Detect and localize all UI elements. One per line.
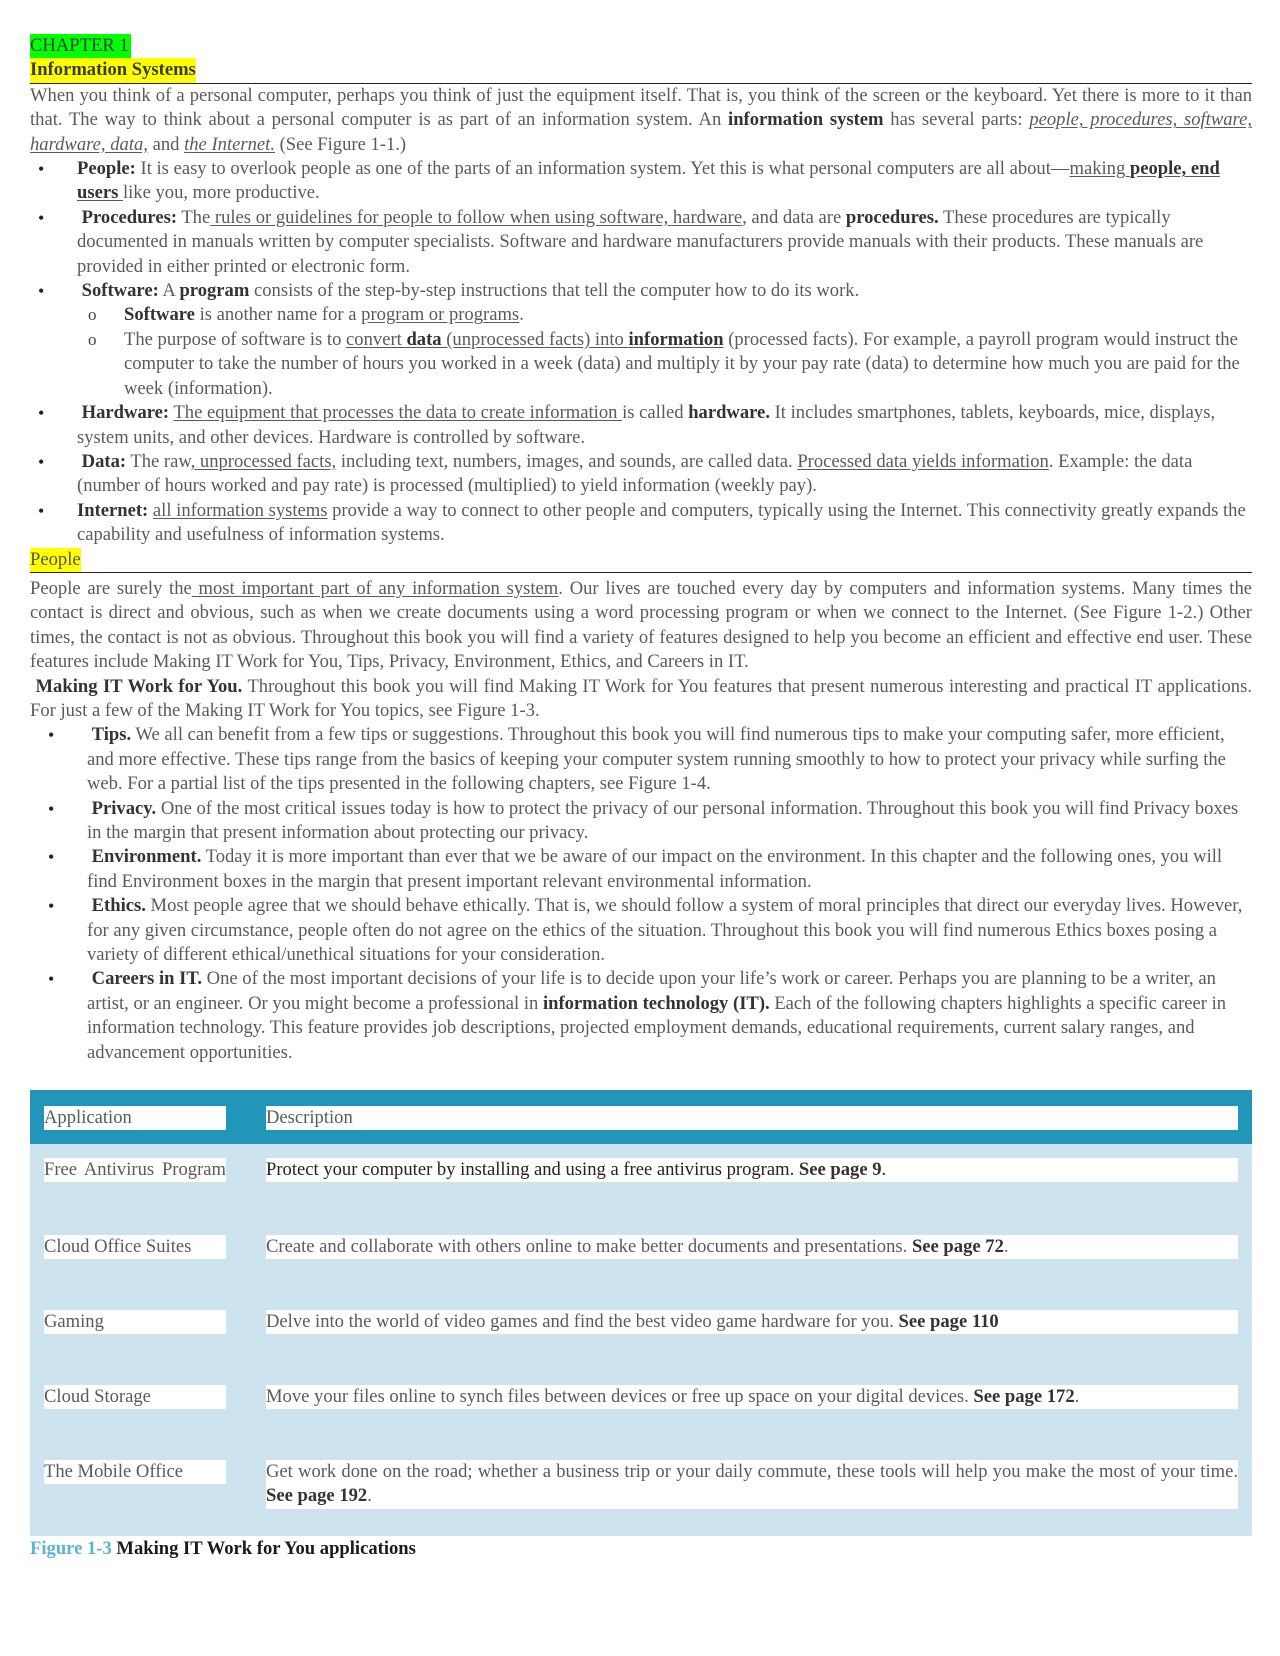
intro-paragraph: When you think of a personal computer, perhaps you think of just the equipment itself. That is, you think of the screen or the keyboard. Yet there is more to it than that. The way to think about a personal computer is as part of an information system. An information system has several parts: people, procedures, software, hardware, data, and the Internet. (See Figure 1-1.) <box>30 84 1252 155</box>
row-application: Cloud Storage <box>44 1385 226 1409</box>
row-application: Gaming <box>44 1310 226 1334</box>
row-application: Free Antivirus Program <box>44 1158 226 1182</box>
document-page <box>30 34 1252 1065</box>
row-application: The Mobile Office <box>44 1460 226 1484</box>
list-item-ethics: • Ethics. Most people agree that we should behave ethically. That is, we should follow a system of moral principles that direct our everyday lives. However, for any given circumstance, people often do not agree on the ethics of the situation. Throughout this book you will find numerous Ethics boxes posing a variety of different ethical/unethical situations for your consideration. <box>30 894 1252 967</box>
list-item-internet: • Internet: all information systems provide a way to connect to other people and computers, typically using the Internet. This connectivity greatly expands the capability and usefulness of information systems. <box>30 499 1252 548</box>
features-list <box>30 723 1252 1065</box>
list-item-hardware: • Hardware: The equipment that processes the data to create information is called hardware. It includes smartphones, tablets, keyboards, mice, displays, system units, and other devices. Hardware is controlled by software. <box>30 401 1252 450</box>
list-item-software: • Software: A program consists of the step-by-step instructions that tell the computer how to do its work. <box>30 279 1252 303</box>
applications-table <box>30 1090 1252 1536</box>
row-description: Protect your computer by installing and using a free antivirus program. See page 9. <box>266 1158 1238 1182</box>
row-description: Move your files online to synch files between devices or free up space on your digital devices. See page 172. <box>266 1385 1238 1409</box>
row-description: Delve into the world of video games and find the best video game hardware for you. See page 110 <box>266 1310 1238 1334</box>
list-item-tips: • Tips. We all can benefit from a few tips or suggestions. Throughout this book you will find numerous tips to make your computing safer, more efficient, and more effective. These tips range from the basics of keeping your computer system running smoothly to how to protect your privacy while surfing the web. For a partial list of the tips presented in the following chapters, see Figure 1-4. <box>30 723 1252 796</box>
figure-caption-text: Making IT Work for You applications <box>111 1538 416 1559</box>
table-row <box>30 1144 1252 1221</box>
section-heading-people: People <box>30 548 1252 573</box>
list-item-environment: • Environment. Today it is more important than ever that we be aware of our impact on the environment. In this chapter and the following ones, you will find Environment boxes in the margin that present important relevant environmental information. <box>30 845 1252 894</box>
row-description: Create and collaborate with others online to make better documents and presentations. See page 72. <box>266 1235 1238 1259</box>
people-paragraph: People are surely the most important part of any information system. Our lives are touched every day by computers and information systems. Many times the contact is direct and obvious, such as when we create documents using a word processing program or when we connect to the Internet. (See Figure 1-2.) Other times, the contact is not as obvious. Throughout this book you will find a variety of features designed to help you become an efficient and effective end user. These features include Making IT Work for You, Tips, Privacy, Environment, Ethics, and Careers in IT. <box>30 577 1252 673</box>
table-row <box>30 1371 1252 1446</box>
row-description: Get work done on the road; whether a business trip or your daily commute, these tools will help you make the most of your time. See page 192. <box>266 1460 1238 1509</box>
table-row <box>30 1446 1252 1536</box>
table-row <box>30 1221 1252 1296</box>
list-item-data: • Data: The raw, unprocessed facts, including text, numbers, images, and sounds, are called data. Processed data yields information. Example: the data (number of hours worked and pay rate) is processed (multiplied) to yield information (weekly pay). <box>30 450 1252 499</box>
list-item-privacy: • Privacy. One of the most critical issues today is how to protect the privacy of our personal information. Throughout this book you will find Privacy boxes in the margin that present information about protecting our privacy. <box>30 797 1252 846</box>
figure-label: Figure 1-3 <box>30 1538 112 1559</box>
sub-item-software-name: o Software is another name for a program or programs. <box>30 303 1252 327</box>
header-application: Application <box>44 1106 226 1130</box>
making-it-paragraph: Making IT Work for You. Throughout this book you will find Making IT Work for You features that present numerous interesting and practical IT applications. For just a few of the Making IT Work for You topics, see Figure 1-3. <box>30 675 1252 721</box>
table-header-row <box>30 1090 1252 1144</box>
table-row <box>30 1296 1252 1371</box>
figure-caption <box>30 1537 416 1561</box>
header-description: Description <box>266 1106 1238 1130</box>
parts-list <box>30 157 1252 548</box>
list-item-people: • People: It is easy to overlook people as one of the parts of an information system. Yet this is what personal computers are all about—making people, end users like you, more productive. <box>30 157 1252 206</box>
chapter-label: CHAPTER 1 <box>30 34 1252 58</box>
sub-item-software-purpose: o The purpose of software is to convert data (unprocessed facts) into information (processed facts). For example, a payroll program would instruct the computer to take the number of hours you worked in a week (data) and multiply it by your pay rate (data) to determine how much you are paid for the week (information). <box>30 328 1252 401</box>
list-item-procedures: • Procedures: The rules or guidelines for people to follow when using software, hardware, and data are procedures. These procedures are typically documented in manuals written by computer specialists. Software and hardware manufacturers provide manuals with their products. These manuals are provided in either printed or electronic form. <box>30 206 1252 279</box>
section-heading-information-systems: Information Systems <box>30 58 1252 83</box>
row-application: Cloud Office Suites <box>44 1235 226 1259</box>
list-item-careers: • Careers in IT. One of the most important decisions of your life is to decide upon your life’s work or career. Perhaps you are planning to be a writer, an artist, or an engineer. Or you might become a professional in information technology (IT). Each of the following chapters highlights a specific career in information technology. This feature provides job descriptions, projected employment demands, educational requirements, current salary ranges, and advancement opportunities. <box>30 967 1252 1065</box>
